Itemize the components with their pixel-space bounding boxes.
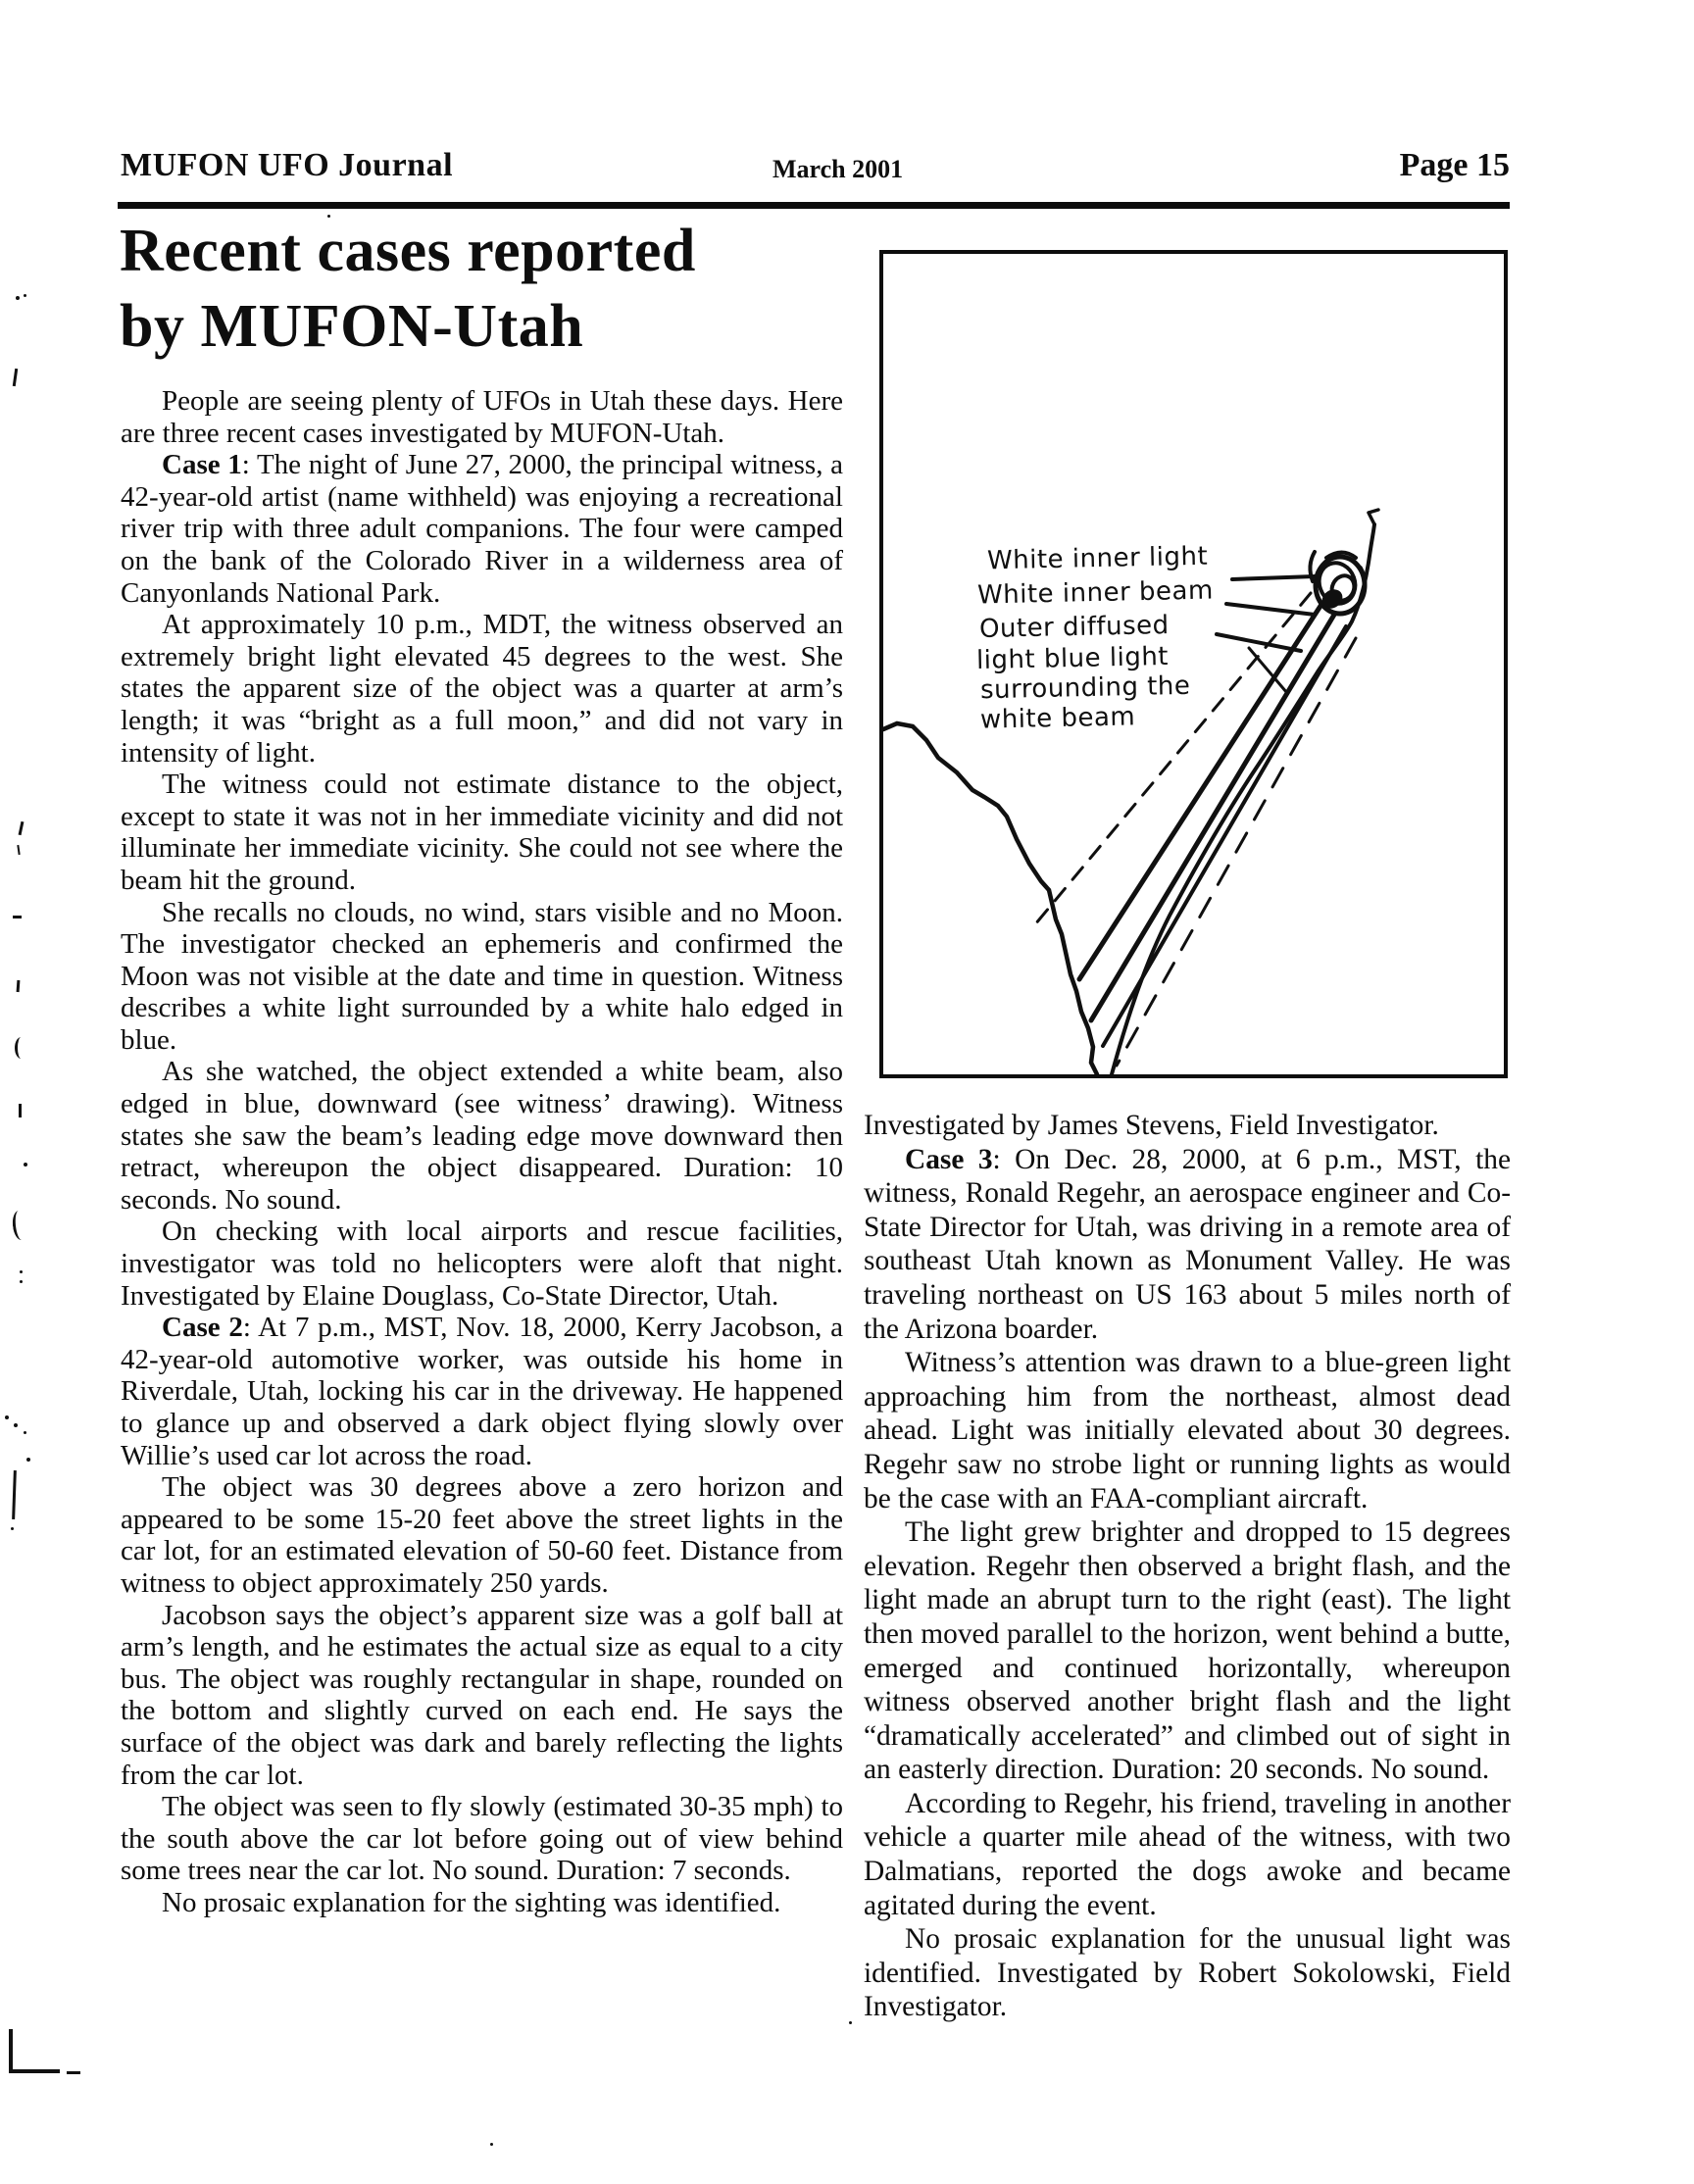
- article-paragraph: Case 3: On Dec. 28, 2000, at 6 p.m., MST, the witness, Ronald Regehr, an aerospace engineer and Co-State Director for Utah, was driving in a remote area of southeast Utah known as Monument Valley. He was traveling northeast on US 163 about 5 miles north of the Arizona boarder.: [864, 1143, 1511, 1345]
- figure-label-outer-glow-3: surrounding the: [979, 670, 1191, 706]
- scan-artifact: [14, 1423, 18, 1427]
- left-column: [121, 385, 843, 1919]
- article-paragraph: According to Regehr, his friend, traveling in another vehicle a quarter mile ahead of the witness, with two Dalmatians, reported the dogs awoke and became agitated during the event.: [864, 1787, 1511, 1921]
- scan-artifact: [24, 1431, 26, 1434]
- journal-title: MUFON UFO Journal: [121, 147, 454, 183]
- scan-artifact: [17, 980, 21, 992]
- scan-artifact: [20, 1280, 23, 1283]
- article-paragraph: People are seeing plenty of UFOs in Utah these days. Here are three recent cases investigated by MUFON-Utah.: [121, 385, 843, 449]
- case-label: Case 1: [162, 449, 242, 481]
- figure-label-outer-glow-1: Outer diffused: [978, 610, 1170, 645]
- article-paragraph: The object was 30 degrees above a zero horizon and appeared to be some 15-20 feet above the street lights in the car lot, for an estimated elevation of 50-60 feet. Distance from witness to object approximately 250 yards.: [121, 1471, 843, 1599]
- scan-artifact: [11, 1210, 28, 1240]
- leader-outer-glow: [1217, 634, 1301, 651]
- figure-label-inner-light: White inner light: [986, 541, 1209, 576]
- scan-artifact: [13, 916, 22, 918]
- article-title: [120, 214, 696, 365]
- article-paragraph: Investigated by James Stevens, Field Investigator.: [864, 1110, 1439, 1141]
- article-paragraph: Case 1: The night of June 27, 2000, the principal witness, a 42-year-old artist (name withheld) was enjoying a recreational river trip with three adult companions. The four were camped on the bank of the Colorado River in a wilderness area of Canyonlands National Park.: [121, 449, 843, 609]
- scan-artifact: [849, 2021, 852, 2024]
- case-label: Case 2: [162, 1312, 243, 1344]
- article-paragraph: The light grew brighter and dropped to 15 degrees elevation. Regehr then observed a bright flash, and the light made an abrupt turn to the right (east). The light then moved parallel to the horizon, went behind a butte, emerged and continued horizontally, whereupon witness observed another bright flash and the light “dramatically accelerated” and climbed out of sight in an easterly direction. Duration: 20 seconds. No sound.: [864, 1516, 1511, 1786]
- article-paragraph: She recalls no clouds, no wind, stars visible and no Moon. The investigator checked an ephemeris and confirmed the Moon was not visible at the date and time in question. Witness describes a white light surrounded by a white halo edged in blue.: [121, 896, 843, 1056]
- canyon-ridge-left: [883, 723, 1097, 1074]
- article-paragraph: The witness could not estimate distance to the object, except to state it was not in her immediate vicinity and did not illuminate her immediate vicinity. She could not see where the beam hit the ground.: [121, 769, 843, 896]
- issue-date: March 2001: [772, 155, 904, 183]
- article-title-line1: Recent cases reported: [120, 218, 696, 284]
- scan-artifact: [19, 1104, 22, 1117]
- article-paragraph: Jacobson says the object’s apparent size was a golf ball at arm’s length, and he estimates the actual size as equal to a city bus. The object was roughly rectangular in shape, rounded on the bottom and slightly curved on each end. He says the surface of the object was dark and barely reflecting the lights from the car lot.: [121, 1599, 843, 1791]
- article-paragraph: On checking with local airports and rescue facilities, investigator was told no helicopters were aloft that night. Investigated by Elaine Douglass, Co-State Director, Utah.: [121, 1216, 843, 1312]
- header-rule: [118, 202, 1510, 209]
- scan-artifact: [16, 296, 20, 300]
- ridge-top-tick: [1369, 510, 1378, 524]
- scan-artifact: [24, 1163, 27, 1166]
- figure-label-outer-glow-4: white beam: [979, 702, 1136, 735]
- scan-artifact: [20, 1270, 23, 1273]
- right-column: [864, 1109, 1511, 2024]
- scan-artifact: [17, 845, 20, 855]
- article-paragraph: No prosaic explanation for the unusual light was identified. Investigated by Robert Sokolowski, Field Investigator.: [864, 1923, 1511, 2023]
- scan-artifact: [24, 294, 26, 297]
- article-title-line2: by MUFON-Utah: [120, 293, 584, 360]
- scan-artifact: [15, 1037, 27, 1059]
- leader-inner-light: [1232, 576, 1315, 579]
- article-paragraph: The object was seen to fly slowly (estimated 30-35 mph) to the south above the car lot before going out of view behind some trees near the car lot. No sound. Duration: 7 seconds.: [121, 1791, 843, 1887]
- scan-artifact: [11, 1527, 14, 1530]
- scan-artifact: [327, 215, 330, 218]
- scan-artifact: [19, 821, 25, 835]
- beam-diffuse-edge-right: [1117, 638, 1356, 1066]
- article-paragraph: As she watched, the object extended a white beam, also edged in blue, downward (see witness’ drawing). Witness states she saw the beam’s leading edge move downward then retract, whereupon the object disappeared. Duration: 10 seconds. No sound.: [121, 1056, 843, 1216]
- scan-artifact: [67, 2071, 80, 2074]
- page-number: Page 15: [1399, 147, 1510, 183]
- scan-artifact: [13, 369, 18, 386]
- witness-drawing-figure: [879, 250, 1508, 1078]
- article-paragraph: Witness’s attention was drawn to a blue-green light approaching him from the northeast, almost dead ahead. Light was initially elevated about 30 degrees. Regehr saw no strobe light or running lights as would be the case with an FAA-compliant aircraft.: [864, 1347, 1511, 1514]
- article-paragraph: No prosaic explanation for the sighting was identified.: [162, 1886, 781, 1918]
- scan-artifact: [26, 1458, 30, 1462]
- scan-artifact: [490, 2143, 493, 2146]
- figure-label-inner-beam: White inner beam: [976, 575, 1215, 611]
- scan-artifact: [12, 1470, 17, 1519]
- scan-artifact: [5, 1415, 9, 1419]
- scan-artifact: [9, 2029, 13, 2072]
- figure-label-outer-glow-2: light blue light: [975, 641, 1170, 676]
- article-paragraph: Case 2: At 7 p.m., MST, Nov. 18, 2000, Kerry Jacobson, a 42-year-old automotive worker, was outside his home in Riverdale, Utah, locking his car in the driveway. He happened to glance up and observed a dark object flying slowly over Willie’s used car lot across the road.: [121, 1312, 843, 1471]
- case-label: Case 3: [905, 1143, 993, 1175]
- scan-artifact: [9, 2069, 60, 2073]
- article-paragraph: At approximately 10 p.m., MDT, the witness observed an extremely bright light elevated 45 degrees to the west. She states the apparent size of the object was a quarter at arm’s length; it was “bright as a full moon,” and did not vary in intensity of light.: [121, 609, 843, 769]
